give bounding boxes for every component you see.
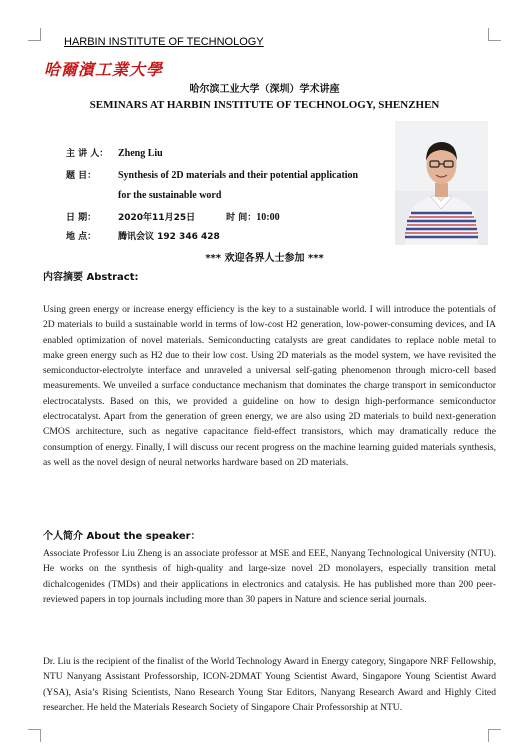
speaker-name: Zheng Liu xyxy=(118,148,163,159)
hit-logo-calligraphy: 哈爾濱工業大學 xyxy=(44,60,164,79)
location-value: 腾讯会议 192 346 428 xyxy=(118,232,220,242)
speaker-bio-paragraph-2: Dr. Liu is the recipient of the finalist of the World Technology Award in Energy category, Singapore NRF Fellowship, NTU Nanyang Assistant Professorship, ICON-2DMAT Young Scientist Award, Singapore Young Scientist Award (YSA), Asia’s Rising Scientists, Nano Research Young Star Editors, Nanyang Research Award and Highly Cited researcher. He held the Materials Research Society of Singapore Chair Professorship at NTU. xyxy=(43,656,496,713)
date-time-row xyxy=(66,210,280,223)
speaker-photo xyxy=(395,121,488,245)
topic-line-2: for the sustainable word xyxy=(118,190,222,201)
time-value: 10:00 xyxy=(256,212,280,223)
topic-row xyxy=(66,168,358,181)
abstract-heading: 内容摘要 Abstract: xyxy=(43,272,139,283)
speaker-bio-paragraph-1: Associate Professor Liu Zheng is an associate professor at MSE and EEE, Nanyang Technological University (NTU). He works on the synthesis of high-quality and large-size novel 2D monolayers, especially transition metal dichalcogenides (TMDs) and their applications in electronics and catalysis. He has published more than 200 peer-reviewed papers in top journals including more than 30 papers in Nature and science serial journals. xyxy=(43,548,496,605)
crop-mark-bottom-left xyxy=(28,729,41,742)
topic-label: 题 目： xyxy=(66,171,97,181)
speaker-portrait-illustration xyxy=(395,121,488,245)
location-label: 地 点： xyxy=(66,232,97,242)
seminar-title-cn: 哈尔滨工业大学（深圳）学术讲座 xyxy=(189,84,340,95)
speaker-row xyxy=(66,146,163,159)
abstract-text: Using green energy or increase energy efficiency is the key to a sustainable world. I will introduce the potentials of 2D materials to build a sustainable world in terms of low-cost H2 generation, low-power-consuming devices, and IA enabled optimization of novel materials. Semiconducting catalysts are great candidates to replace noble metal to make green energy such as H2 due to their low cost. Using 2D materials as the model system, we have revisited the semiconductor-electrolyte interface and unraveled a universal self-gating phenomenon through micro-cell based measurements. We unveiled a surface conductance mechanism that dominates the charge transport in semiconductor electrocatalysts. Based on this, we provided a guideline on how to design high-performance semiconductor electrocatalyst. Apart from the generation of green energy, we are also using 2D materials to build next-generation CMOS architecture, such as negative capacitance field-effect transistors, which may dramatically reduce the consumption of energy. Finally, I will discuss our recent progress on the machine learning guided materials synthesis, as well as the novel design of neural networks hardware based on 2D materials. xyxy=(43,304,496,468)
date-label: 日 期： xyxy=(66,213,97,223)
time-label: 时 间： xyxy=(226,213,257,223)
location-row xyxy=(66,229,220,242)
institution-name: HARBIN INSTITUTE OF TECHNOLOGY xyxy=(64,36,264,48)
speaker-label: 主 讲 人： xyxy=(66,149,109,159)
speaker-bio-heading: 个人简介 About the speaker： xyxy=(43,531,201,542)
crop-mark-top-right xyxy=(488,28,501,41)
crop-mark-top-left xyxy=(28,28,41,41)
topic-line-1: Synthesis of 2D materials and their potential application xyxy=(118,170,359,181)
date-value: 2020年11月25日 xyxy=(118,213,196,223)
seminar-title-en: SEMINARS AT HARBIN INSTITUTE OF TECHNOLOGY, SHENZHEN xyxy=(89,99,440,111)
topic-row-2 xyxy=(118,190,221,201)
welcome-banner: *** 欢迎各界人士参加 *** xyxy=(205,253,324,264)
crop-mark-bottom-right xyxy=(488,729,501,742)
